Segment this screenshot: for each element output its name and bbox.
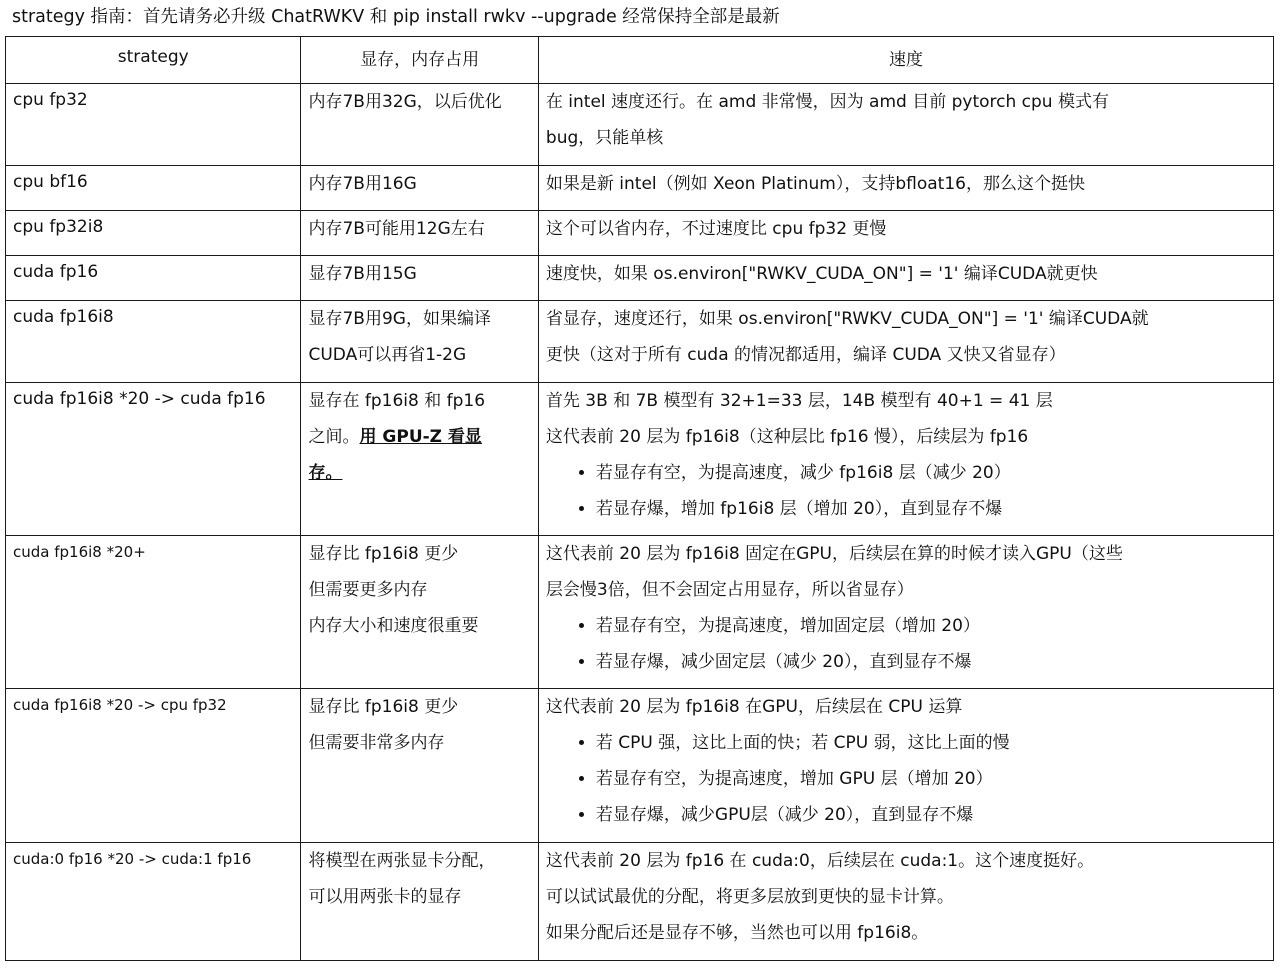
speed-bullets [546, 455, 1266, 527]
bullet-item: • 若显存爆，增加 fp16i8 层（增加 20），直到显存不爆 [596, 491, 1266, 527]
speed-line: 这代表前 20 层为 fp16i8 在GPU，后续层在 CPU 运算 [545, 697, 963, 717]
strategy-table [5, 36, 1274, 961]
memory-cell [301, 301, 538, 383]
memory-line: 内存7B用32G，以后优化 [308, 92, 502, 112]
bullet-item: • 若显存有空，为提高速度，增加 GPU 层（增加 20） [596, 761, 1266, 797]
speed-cell [538, 166, 1273, 211]
speed-line: 这个可以省内存，不过速度比 cpu fp32 更慢 [545, 219, 887, 239]
table-row [6, 843, 1274, 961]
speed-line: 如果是新 intel（例如 Xeon Platinum），支持bfloat16，那么这个挺快 [545, 174, 1085, 194]
memory-cell [301, 211, 538, 256]
memory-line: 内存7B可能用12G左右 [308, 219, 485, 239]
speed-line: 这代表前 20 层为 fp16i8 固定在GPU，后续层在算的时候才读入GPU（这些 [545, 544, 1123, 564]
speed-cell [538, 689, 1273, 843]
memory-line: 将模型在两张显卡分配， [308, 851, 496, 871]
gpu-z-note: 存。 [308, 463, 343, 483]
speed-cell [538, 256, 1273, 301]
table-row [6, 689, 1274, 843]
memory-line: 显存比 fp16i8 更少 [308, 697, 459, 717]
strategy-cell: cuda:0 fp16 *20 -> cuda:1 fp16 [6, 843, 301, 961]
memory-line: 但需要更多内存 [308, 580, 428, 600]
memory-line: 显存7B用15G [308, 264, 417, 284]
memory-text: 之间。 [308, 427, 360, 447]
memory-line: 显存比 fp16i8 更少 [308, 544, 459, 564]
memory-line: 显存7B用9G，如果编译 [308, 309, 491, 329]
table-row [6, 536, 1274, 689]
memory-line: CUDA可以再省1-2G [308, 345, 467, 365]
table-header-row [6, 37, 1274, 84]
memory-cell [301, 84, 538, 166]
speed-bullets [546, 608, 1266, 680]
speed-line: 层会慢3倍，但不会固定占用显存，所以省显存） [545, 580, 914, 600]
memory-line: 显存在 fp16i8 和 fp16 [308, 391, 486, 411]
speed-cell [538, 84, 1273, 166]
speed-line: 可以试试最优的分配，将更多层放到更快的显卡计算。 [545, 887, 954, 907]
header-strategy: strategy [6, 37, 301, 84]
bullet-item: • 若 CPU 强，这比上面的快；若 CPU 弱，这比上面的慢 [596, 725, 1266, 761]
table-row [6, 84, 1274, 166]
memory-line [308, 419, 530, 455]
memory-line: 内存大小和速度很重要 [308, 616, 479, 636]
bullet-item: • 若显存爆，减少固定层（减少 20），直到显存不爆 [596, 644, 1266, 680]
memory-cell [301, 256, 538, 301]
strategy-cell: cpu fp32i8 [6, 211, 301, 256]
strategy-cell: cpu bf16 [6, 166, 301, 211]
speed-cell [538, 536, 1273, 689]
strategy-cell: cuda fp16i8 *20+ [6, 536, 301, 689]
speed-line: 这代表前 20 层为 fp16i8（这种层比 fp16 慢），后续层为 fp16 [545, 427, 1029, 447]
speed-cell [538, 383, 1273, 536]
speed-cell [538, 301, 1273, 383]
header-speed: 速度 [538, 37, 1273, 84]
table-row [6, 166, 1274, 211]
speed-line: 在 intel 速度还行。在 amd 非常慢，因为 amd 目前 pytorch cpu 模式有 [545, 92, 1109, 112]
table-row [6, 211, 1274, 256]
bullet-item: • 若显存爆，减少GPU层（减少 20），直到显存不爆 [596, 797, 1266, 833]
speed-bullets [546, 725, 1266, 833]
page-heading: strategy 指南：首先请务必升级 ChatRWKV 和 pip install rwkv --upgrade 经常保持全部是最新 [12, 7, 780, 27]
speed-line: 这代表前 20 层为 fp16 在 cuda:0，后续层在 cuda:1。这个速度挺好。 [545, 851, 1095, 871]
speed-line: 首先 3B 和 7B 模型有 32+1=33 层，14B 模型有 40+1 = 41 层 [545, 391, 1053, 411]
speed-line: bug，只能单核 [545, 128, 664, 148]
memory-line: 可以用两张卡的显存 [308, 887, 462, 907]
header-memory: 显存，内存占用 [301, 37, 538, 84]
memory-cell [301, 166, 538, 211]
speed-line: 更快（这对于所有 cuda 的情况都适用，编译 CUDA 又快又省显存） [545, 345, 1066, 365]
strategy-cell: cuda fp16i8 *20 -> cpu fp32 [6, 689, 301, 843]
speed-line: 省显存，速度还行，如果 os.environ["RWKV_CUDA_ON"] = '1' 编译CUDA就 [545, 309, 1149, 329]
strategy-cell: cuda fp16i8 [6, 301, 301, 383]
strategy-cell: cpu fp32 [6, 84, 301, 166]
speed-line: 如果分配后还是显存不够，当然也可以用 fp16i8。 [545, 923, 929, 943]
memory-cell [301, 843, 538, 961]
table-row [6, 256, 1274, 301]
memory-line: 但需要非常多内存 [308, 733, 445, 753]
gpu-z-note: 用 GPU-Z 看显 [359, 427, 482, 447]
table-row [6, 301, 1274, 383]
speed-line: 速度快，如果 os.environ["RWKV_CUDA_ON"] = '1' 编译CUDA就更快 [545, 264, 1098, 284]
memory-line: 内存7B用16G [308, 174, 417, 194]
speed-cell [538, 843, 1273, 961]
strategy-cell: cuda fp16 [6, 256, 301, 301]
bullet-item: • 若显存有空，为提高速度，增加固定层（增加 20） [596, 608, 1266, 644]
speed-cell [538, 211, 1273, 256]
memory-cell [301, 383, 538, 536]
memory-cell [301, 536, 538, 689]
bullet-item: • 若显存有空，为提高速度，减少 fp16i8 层（减少 20） [596, 455, 1266, 491]
memory-cell [301, 689, 538, 843]
table-row [6, 383, 1274, 536]
strategy-cell: cuda fp16i8 *20 -> cuda fp16 [6, 383, 301, 536]
